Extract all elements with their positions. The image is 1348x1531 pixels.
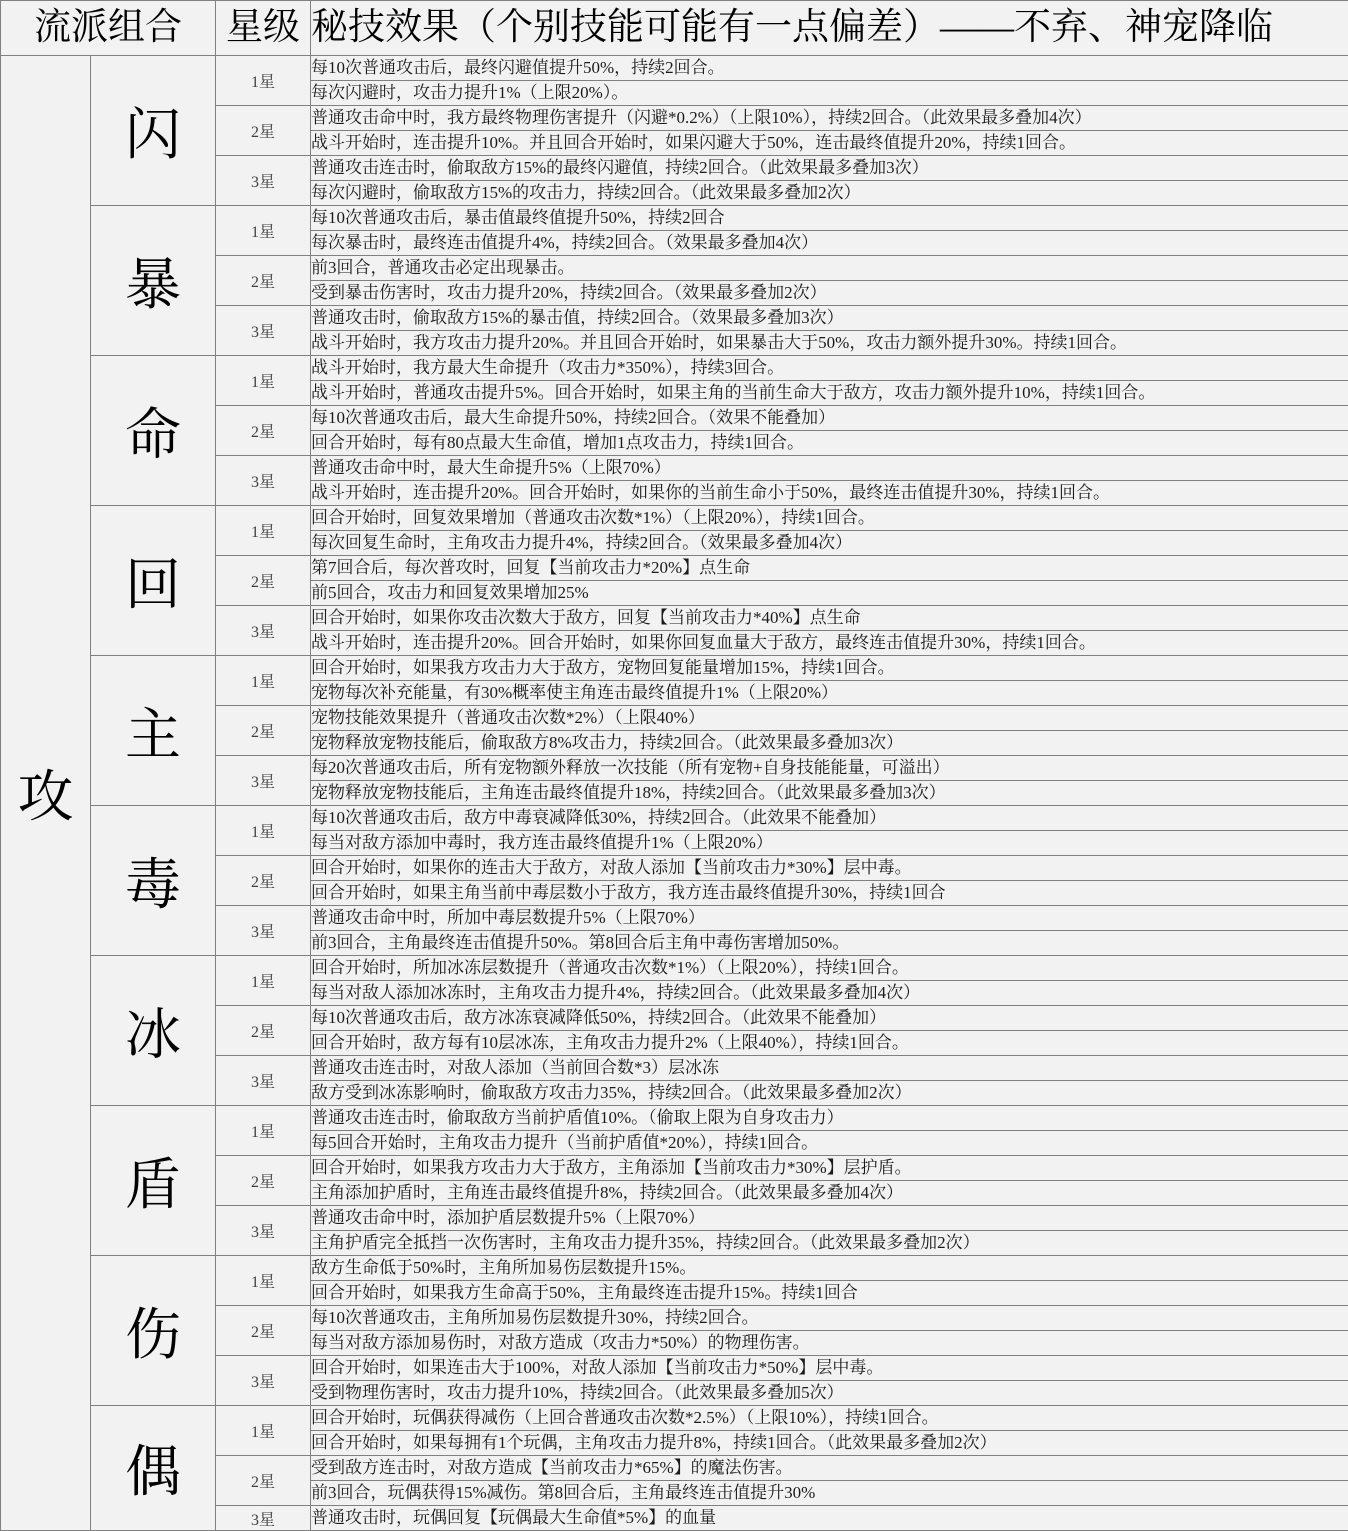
star-rank-cell: 3星	[216, 156, 311, 206]
star-rank-cell: 1星	[216, 1256, 311, 1306]
effect-text-cell: 回合开始时，所加冰冻层数提升（普通攻击次数*1%）（上限20%），持续1回合。	[311, 956, 1348, 981]
table-header-row	[1, 1, 1348, 56]
star-rank-cell: 3星	[216, 1206, 311, 1256]
effect-text-cell: 每当对敌人添加冰冻时，主角攻击力提升4%，持续2回合。（此效果最多叠加4次）	[311, 981, 1348, 1006]
effect-text-cell: 普通攻击时，玩偶回复【玩偶最大生命值*5%】的血量	[311, 1506, 1348, 1531]
style-label-0: 闪	[91, 56, 216, 206]
star-rank-cell: 2星	[216, 1456, 311, 1506]
effect-text-cell: 战斗开始时，连击提升20%。回合开始时，如果你回复血量大于敌方，最终连击值提升30%，持续1回合。	[311, 631, 1348, 656]
effect-text-cell: 回合开始时，每有80点最大生命值，增加1点攻击力，持续1回合。	[311, 431, 1348, 456]
star-rank-cell: 2星	[216, 1306, 311, 1356]
star-rank-cell: 2星	[216, 406, 311, 456]
effect-text-cell: 前3回合，普通攻击必定出现暴击。	[311, 256, 1348, 281]
star-rank-cell: 2星	[216, 256, 311, 306]
star-rank-cell: 3星	[216, 1356, 311, 1406]
effect-text-cell: 前3回合，玩偶获得15%减伤。第8回合后，主角最终连击值提升30%	[311, 1481, 1348, 1506]
star-rank-cell: 2星	[216, 1156, 311, 1206]
effect-text-cell: 宠物释放宠物技能后，主角连击最终值提升18%，持续2回合。（此效果最多叠加3次）	[311, 781, 1348, 806]
table-row	[1, 506, 1348, 531]
table-body	[1, 56, 1348, 1531]
effect-text-cell: 受到物理伤害时，攻击力提升10%，持续2回合。（此效果最多叠加5次）	[311, 1381, 1348, 1406]
star-rank-cell: 1星	[216, 1106, 311, 1156]
effect-text-cell: 战斗开始时，普通攻击提升5%。回合开始时，如果主角的当前生命大于敌方，攻击力额外提升10%，持续1回合。	[311, 381, 1348, 406]
effect-text-cell: 普通攻击命中时，所加中毒层数提升5%（上限70%）	[311, 906, 1348, 931]
effect-text-cell: 回合开始时，如果连击大于100%，对敌人添加【当前攻击力*50%】层中毒。	[311, 1356, 1348, 1381]
star-rank-cell: 1星	[216, 1406, 311, 1456]
effect-text-cell: 每次闪避时，偷取敌方15%的攻击力，持续2回合。（此效果最多叠加2次）	[311, 181, 1348, 206]
effect-text-cell: 普通攻击命中时，添加护盾层数提升5%（上限70%）	[311, 1206, 1348, 1231]
effect-text-cell: 受到敌方连击时，对敌方造成【当前攻击力*65%】的魔法伤害。	[311, 1456, 1348, 1481]
effect-text-cell: 普通攻击连击时，对敌人添加（当前回合数*3）层冰冻	[311, 1056, 1348, 1081]
effect-text-cell: 每10次普通攻击后，暴击值最终值提升50%，持续2回合	[311, 206, 1348, 231]
star-rank-cell: 3星	[216, 906, 311, 956]
effect-text-cell: 每10次普通攻击，主角所加易伤层数提升30%，持续2回合。	[311, 1306, 1348, 1331]
star-rank-cell: 3星	[216, 456, 311, 506]
effect-text-cell: 回合开始时，回复效果增加（普通攻击次数*1%）（上限20%），持续1回合。	[311, 506, 1348, 531]
table-row	[1, 56, 1348, 81]
effect-text-cell: 宠物释放宠物技能后，偷取敌方8%攻击力，持续2回合。（此效果最多叠加3次）	[311, 731, 1348, 756]
effect-text-cell: 前3回合，主角最终连击值提升50%。第8回合后主角中毒伤害增加50%。	[311, 931, 1348, 956]
style-label-9: 偶	[91, 1406, 216, 1531]
effect-text-cell: 普通攻击连击时，偷取敌方当前护盾值10%。（偷取上限为自身攻击力）	[311, 1106, 1348, 1131]
effect-text-cell: 宠物每次补充能量，有30%概率使主角连击最终值提升1%（上限20%）	[311, 681, 1348, 706]
star-rank-cell: 2星	[216, 556, 311, 606]
effect-text-cell: 受到暴击伤害时，攻击力提升20%，持续2回合。（效果最多叠加2次）	[311, 281, 1348, 306]
effect-text-cell: 每当对敌方添加中毒时，我方连击最终值提升1%（上限20%）	[311, 831, 1348, 856]
effect-text-cell: 每10次普通攻击后，最大生命提升50%，持续2回合。（效果不能叠加）	[311, 406, 1348, 431]
effect-text-cell: 每10次普通攻击后，敌方冰冻衰减降低50%，持续2回合。（此效果不能叠加）	[311, 1006, 1348, 1031]
table-row	[1, 1106, 1348, 1131]
effect-text-cell: 普通攻击命中时，我方最终物理伤害提升（闪避*0.2%）（上限10%），持续2回合。（此效果最多叠加4次）	[311, 106, 1348, 131]
effect-text-cell: 主角护盾完全抵挡一次伤害时，主角攻击力提升35%，持续2回合。（此效果最多叠加2次）	[311, 1231, 1348, 1256]
effect-text-cell: 每次暴击时，最终连击值提升4%，持续2回合。（效果最多叠加4次）	[311, 231, 1348, 256]
effect-text-cell: 每10次普通攻击后，敌方中毒衰减降低30%，持续2回合。（此效果不能叠加）	[311, 806, 1348, 831]
table-row	[1, 806, 1348, 831]
star-rank-cell: 1星	[216, 56, 311, 106]
style-label-5: 毒	[91, 806, 216, 956]
effect-text-cell: 前5回合，攻击力和回复效果增加25%	[311, 581, 1348, 606]
table-row	[1, 356, 1348, 381]
star-rank-cell: 3星	[216, 756, 311, 806]
effect-text-cell: 回合开始时，如果我方攻击力大于敌方，主角添加【当前攻击力*30%】层护盾。	[311, 1156, 1348, 1181]
effect-text-cell: 回合开始时，如果你的连击大于敌方，对敌人添加【当前攻击力*30%】层中毒。	[311, 856, 1348, 881]
style-label-4: 主	[91, 656, 216, 806]
effect-text-cell: 敌方受到冰冻影响时，偷取敌方攻击力35%，持续2回合。（此效果最多叠加2次）	[311, 1081, 1348, 1106]
table-row	[1, 1256, 1348, 1281]
star-rank-cell: 3星	[216, 1506, 311, 1531]
style-label-2: 命	[91, 356, 216, 506]
effect-text-cell: 回合开始时，如果主角当前中毒层数小于敌方，我方连击最终值提升30%，持续1回合	[311, 881, 1348, 906]
effect-text-cell: 每当对敌方添加易伤时，对敌方造成（攻击力*50%）的物理伤害。	[311, 1331, 1348, 1356]
effect-text-cell: 第7回合后，每次普攻时，回复【当前攻击力*20%】点生命	[311, 556, 1348, 581]
style-label-6: 冰	[91, 956, 216, 1106]
header-secret-skill-effect: 秘技效果（个别技能可能有一点偏差）——不弃、神宠降临	[311, 1, 1348, 56]
effect-text-cell: 战斗开始时，连击提升20%。回合开始时，如果你的当前生命小于50%，最终连击值提升30%，持续1回合。	[311, 481, 1348, 506]
table-row	[1, 206, 1348, 231]
star-rank-cell: 2星	[216, 706, 311, 756]
effect-text-cell: 每5回合开始时，主角攻击力提升（当前护盾值*20%），持续1回合。	[311, 1131, 1348, 1156]
table-row	[1, 1406, 1348, 1431]
header-star-rank: 星级	[216, 1, 311, 56]
effect-text-cell: 回合开始时，敌方每有10层冰冻，主角攻击力提升2%（上限40%），持续1回合。	[311, 1031, 1348, 1056]
table-row	[1, 956, 1348, 981]
effect-text-cell: 主角添加护盾时，主角连击最终值提升8%，持续2回合。（此效果最多叠加4次）	[311, 1181, 1348, 1206]
effect-text-cell: 每20次普通攻击后，所有宠物额外释放一次技能（所有宠物+自身技能能量，可溢出）	[311, 756, 1348, 781]
star-rank-cell: 1星	[216, 206, 311, 256]
effect-text-cell: 每次闪避时，攻击力提升1%（上限20%）。	[311, 81, 1348, 106]
effect-text-cell: 战斗开始时，我方攻击力提升20%。并且回合开始时，如果暴击大于50%，攻击力额外提升30%。持续1回合。	[311, 331, 1348, 356]
style-label-7: 盾	[91, 1106, 216, 1256]
effect-text-cell: 普通攻击命中时，最大生命提升5%（上限70%）	[311, 456, 1348, 481]
main-category-label: 攻	[1, 56, 91, 1531]
star-rank-cell: 2星	[216, 106, 311, 156]
effect-text-cell: 每次回复生命时，主角攻击力提升4%，持续2回合。（效果最多叠加4次）	[311, 531, 1348, 556]
style-label-8: 伤	[91, 1256, 216, 1406]
star-rank-cell: 3星	[216, 306, 311, 356]
effect-text-cell: 宠物技能效果提升（普通攻击次数*2%）（上限40%）	[311, 706, 1348, 731]
star-rank-cell: 1星	[216, 506, 311, 556]
star-rank-cell: 2星	[216, 856, 311, 906]
effect-text-cell: 回合开始时，如果你攻击次数大于敌方，回复【当前攻击力*40%】点生命	[311, 606, 1348, 631]
star-rank-cell: 2星	[216, 1006, 311, 1056]
effect-text-cell: 战斗开始时，连击提升10%。并且回合开始时，如果闪避大于50%，连击最终值提升20%，持续1回合。	[311, 131, 1348, 156]
star-rank-cell: 1星	[216, 656, 311, 706]
header-style-combination: 流派组合	[1, 1, 216, 56]
star-rank-cell: 1星	[216, 356, 311, 406]
effect-text-cell: 普通攻击时，偷取敌方15%的暴击值，持续2回合。（效果最多叠加3次）	[311, 306, 1348, 331]
effect-text-cell: 敌方生命低于50%时，主角所加易伤层数提升15%。	[311, 1256, 1348, 1281]
star-rank-cell: 1星	[216, 806, 311, 856]
effect-text-cell: 回合开始时，如果我方生命高于50%，主角最终连击提升15%。持续1回合	[311, 1281, 1348, 1306]
star-rank-cell: 3星	[216, 1056, 311, 1106]
effect-text-cell: 战斗开始时，我方最大生命提升（攻击力*350%），持续3回合。	[311, 356, 1348, 381]
effect-text-cell: 普通攻击连击时，偷取敌方15%的最终闪避值，持续2回合。（此效果最多叠加3次）	[311, 156, 1348, 181]
effect-text-cell: 回合开始时，玩偶获得减伤（上回合普通攻击次数*2.5%）（上限10%），持续1回合。	[311, 1406, 1348, 1431]
effect-text-cell: 回合开始时，如果我方攻击力大于敌方，宠物回复能量增加15%，持续1回合。	[311, 656, 1348, 681]
style-label-1: 暴	[91, 206, 216, 356]
star-rank-cell: 3星	[216, 606, 311, 656]
effect-text-cell: 每10次普通攻击后，最终闪避值提升50%，持续2回合。	[311, 56, 1348, 81]
effect-text-cell: 回合开始时，如果每拥有1个玩偶，主角攻击力提升8%，持续1回合。（此效果最多叠加2次）	[311, 1431, 1348, 1456]
table-row	[1, 656, 1348, 681]
style-label-3: 回	[91, 506, 216, 656]
star-rank-cell: 1星	[216, 956, 311, 1006]
